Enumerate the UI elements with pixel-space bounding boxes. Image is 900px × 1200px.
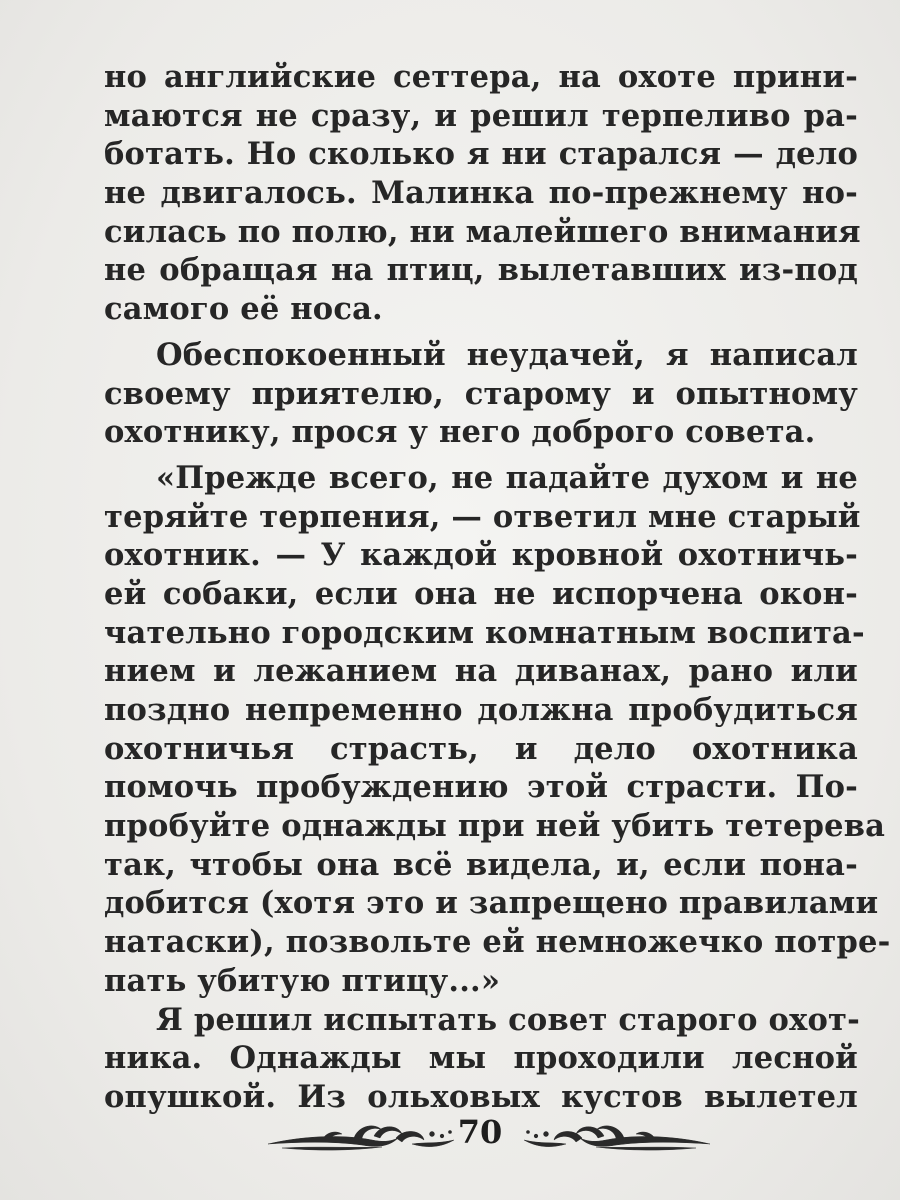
text-line: поздно непременно должна пробудиться: [104, 692, 858, 728]
left-flourish-ornament: [262, 1114, 462, 1158]
text-line: самого её носа.: [104, 291, 383, 328]
text-line: опушкой. Из ольховых кустов вылетел: [104, 1078, 858, 1115]
text-line: пробуйте однажды при ней убить тетерева: [104, 808, 886, 845]
text-line: не обращая на птиц, вылетавших из-под: [104, 252, 858, 289]
text-line: нием и лежанием на диванах, рано или: [104, 653, 858, 690]
text-line: чательно городским комнатным воспита-: [104, 614, 865, 651]
body-text: [104, 58, 891, 1117]
text-line: охотничья страсть, и дело охотника: [104, 730, 858, 767]
text-line: натаски), позвольте ей немножечко потре-: [104, 924, 891, 961]
text-line: охотник. — У каждой кровной охотничь-: [104, 537, 858, 574]
text-line: «Прежде всего, не падайте духом и не: [156, 459, 858, 496]
text-line: ботать. Но сколько я ни старался — дело: [104, 136, 858, 173]
text-line: Я решил испытать совет старого охот-: [156, 1001, 860, 1038]
text-line: не двигалось. Малинка по-прежнему но-: [104, 175, 858, 212]
text-line: силась по полю, ни малейшего внимания: [104, 213, 861, 250]
text-line: маются не сразу, и решил терпеливо ра-: [104, 97, 858, 134]
text-line: ника. Однажды мы проходили лесной: [104, 1040, 858, 1077]
text-line: теряйте терпения, — ответил мне старый: [104, 498, 861, 535]
text-line: добится (хотя это и запрещено правилами: [104, 885, 879, 922]
right-flourish-ornament: [516, 1114, 716, 1158]
page-number: 70: [457, 1113, 503, 1151]
text-line: своему приятелю, старому и опытному: [104, 375, 858, 412]
text-line: так, чтобы она всё видела, и, если пона-: [104, 846, 858, 883]
text-line: но английские сеттера, на охоте прини-: [104, 59, 858, 95]
text-line: ей собаки, если она не испорчена окон-: [104, 575, 858, 612]
text-line: помочь пробуждению этой страсти. По-: [104, 769, 858, 806]
text-line: пать убитую птицу...»: [104, 962, 501, 999]
page-footer: [0, 1106, 900, 1166]
text-line: Обеспокоенный неудачей, я написал: [156, 336, 858, 373]
text-line: охотнику, прося у него доброго совета.: [104, 414, 816, 451]
